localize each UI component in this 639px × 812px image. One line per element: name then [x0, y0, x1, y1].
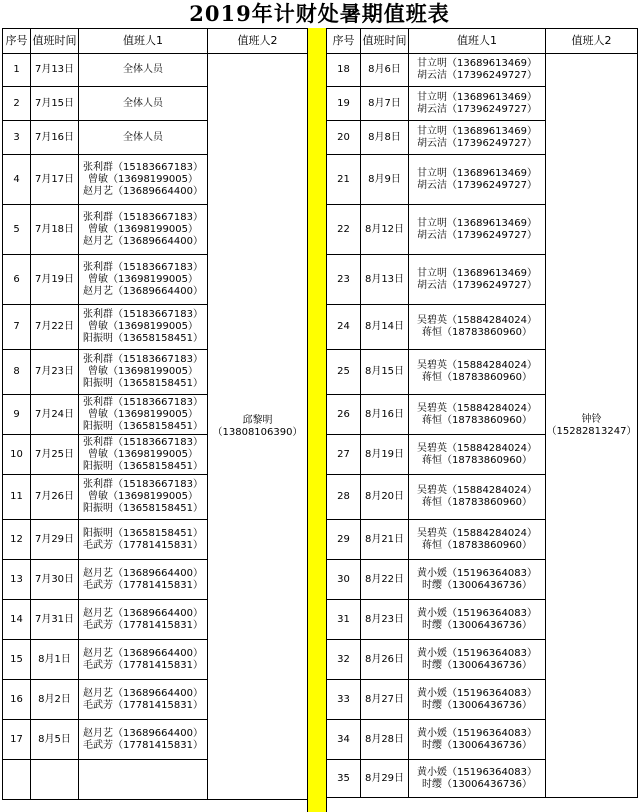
- duty-person-line: 甘立明（13689613469）: [417, 167, 537, 179]
- person2-phone: （15282813247）: [546, 425, 637, 437]
- row-seq: 32: [327, 640, 361, 680]
- person2-name: 邱黎明: [242, 414, 273, 426]
- duty-person-line: 时缨（13006436736）: [422, 659, 532, 671]
- duty-person-line: 黄小媛（15196364083）: [417, 607, 537, 619]
- row-person1: [409, 54, 546, 87]
- duty-person-line: 吴碧英（15884284024）: [417, 315, 537, 326]
- duty-person-line: 甘立明（13689613469）: [417, 267, 537, 279]
- row-seq: 31: [327, 600, 361, 640]
- duty-person-line: 黄小媛（15196364083）: [417, 687, 537, 699]
- row-date: 8月6日: [361, 54, 409, 87]
- header-person2: 值班人2: [546, 29, 638, 54]
- row-seq: 22: [327, 205, 361, 255]
- duty-person-line: 黄小媛（15196364083）: [417, 766, 537, 778]
- row-seq: 10: [3, 435, 31, 475]
- row-seq: 35: [327, 760, 361, 798]
- row-person1: [409, 680, 546, 720]
- duty-person-line: 甘立明（13689613469）: [417, 217, 537, 229]
- duty-person-line: 时缨（13006436736）: [422, 699, 532, 711]
- duty-person-line: 胡云洁（17396249727）: [417, 103, 537, 115]
- duty-person-line: 时缨（13006436736）: [422, 619, 532, 631]
- row-seq: 13: [3, 560, 31, 600]
- header-person1: 值班人1: [409, 29, 546, 54]
- empty-cell: [31, 760, 79, 800]
- duty-table-right: [326, 28, 638, 798]
- row-person1: [409, 600, 546, 640]
- duty-person-line: 赵月艺（13689664400）: [83, 285, 203, 297]
- table-row: [3, 54, 308, 87]
- row-person1: [79, 435, 208, 475]
- duty-person-line: 赵月艺（13689664400）: [83, 185, 203, 197]
- duty-person-line: 曾敏（13698199005）: [88, 273, 198, 285]
- row-date: 8月14日: [361, 305, 409, 350]
- duty-person-line: 阳振明（13658158451）: [83, 333, 203, 344]
- row-date: 8月5日: [31, 720, 79, 760]
- yellow-divider-column: [307, 28, 327, 812]
- duty-person-line: 甘立明（13689613469）: [417, 125, 537, 137]
- duty-person-line: 时缨（13006436736）: [422, 778, 532, 790]
- duty-person-line: 阳振明（13658158451）: [83, 460, 203, 472]
- row-date: 7月30日: [31, 560, 79, 600]
- person2-merged-cell: [208, 54, 308, 800]
- duty-person-line: 时缨（13006436736）: [422, 579, 532, 591]
- duty-person-line: 曾敏（13698199005）: [88, 173, 198, 185]
- row-seq: 7: [3, 305, 31, 350]
- row-seq: 3: [3, 121, 31, 155]
- row-date: 8月23日: [361, 600, 409, 640]
- row-person1: [409, 435, 546, 475]
- row-date: 8月20日: [361, 475, 409, 520]
- row-seq: 24: [327, 305, 361, 350]
- row-person1: [409, 640, 546, 680]
- row-person1: [409, 305, 546, 350]
- duty-person-line: 张利群（15183667183）: [83, 261, 203, 273]
- duty-person-line: 阳振明（13658158451）: [83, 378, 203, 389]
- row-person1: [409, 87, 546, 121]
- row-person1: [79, 520, 208, 560]
- duty-person-line: 张利群（15183667183）: [83, 211, 203, 223]
- row-seq: 11: [3, 475, 31, 520]
- row-person1: [409, 155, 546, 205]
- duty-person-line: 赵月艺（13689664400）: [83, 727, 203, 739]
- duty-person-line: 张利群（15183667183）: [83, 309, 203, 320]
- duty-person-line: 吴碧英（15884284024）: [417, 527, 537, 539]
- person2-phone: （13808106390）: [212, 426, 303, 438]
- row-person1: [79, 255, 208, 305]
- duty-person-line: 张利群（15183667183）: [83, 161, 203, 173]
- row-person1: [79, 600, 208, 640]
- duty-person-line: 张利群（15183667183）: [83, 479, 203, 490]
- header-person1: 值班人1: [79, 29, 208, 54]
- row-seq: 6: [3, 255, 31, 305]
- row-date: 7月18日: [31, 205, 79, 255]
- row-seq: 12: [3, 520, 31, 560]
- row-seq: 18: [327, 54, 361, 87]
- row-seq: 25: [327, 350, 361, 395]
- duty-person-line: 曾敏（13698199005）: [88, 448, 198, 460]
- duty-person-line: 蒋恒（18783860960）: [422, 497, 532, 508]
- duty-person-line: 曾敏（13698199005）: [88, 366, 198, 377]
- duty-person-line: 甘立明（13689613469）: [417, 91, 537, 103]
- row-date: 8月22日: [361, 560, 409, 600]
- duty-person-line: 张利群（15183667183）: [83, 436, 203, 448]
- header-row: [3, 29, 308, 54]
- duty-person-line: 毛武芳（17781415831）: [83, 659, 203, 671]
- row-person1: [409, 395, 546, 435]
- row-seq: 9: [3, 395, 31, 435]
- duty-person-line: 全体人员: [123, 97, 163, 109]
- row-seq: 21: [327, 155, 361, 205]
- row-person1: [79, 720, 208, 760]
- row-date: 8月16日: [361, 395, 409, 435]
- duty-person-line: 赵月艺（13689664400）: [83, 607, 203, 619]
- duty-person-line: 吴碧英（15884284024）: [417, 485, 537, 496]
- duty-person-line: 赵月艺（13689664400）: [83, 235, 203, 247]
- row-seq: 23: [327, 255, 361, 305]
- empty-cell: [3, 760, 31, 800]
- row-date: 7月29日: [31, 520, 79, 560]
- row-date: 7月26日: [31, 475, 79, 520]
- duty-person-line: 黄小媛（15196364083）: [417, 727, 537, 739]
- row-date: 7月17日: [31, 155, 79, 205]
- row-seq: 16: [3, 680, 31, 720]
- row-seq: 2: [3, 87, 31, 121]
- row-date: 8月26日: [361, 640, 409, 680]
- row-date: 8月13日: [361, 255, 409, 305]
- row-seq: 8: [3, 350, 31, 395]
- row-person1: [409, 760, 546, 798]
- duty-person-line: 黄小媛（15196364083）: [417, 567, 537, 579]
- duty-person-line: 吴碧英（15884284024）: [417, 402, 537, 414]
- duty-person-line: 胡云洁（17396249727）: [417, 279, 537, 291]
- duty-person-line: 毛武芳（17781415831）: [83, 619, 203, 631]
- duty-person-line: 毛武芳（17781415831）: [83, 579, 203, 591]
- row-seq: 29: [327, 520, 361, 560]
- row-person1: [79, 205, 208, 255]
- row-seq: 34: [327, 720, 361, 760]
- row-seq: 14: [3, 600, 31, 640]
- duty-person-line: 赵月艺（13689664400）: [83, 647, 203, 659]
- row-person1: [409, 121, 546, 155]
- row-date: 7月23日: [31, 350, 79, 395]
- header-date: 值班时间: [361, 29, 409, 54]
- duty-person-line: 蒋恒（18783860960）: [422, 454, 532, 466]
- duty-person-line: 阳振明（13658158451）: [83, 527, 203, 539]
- row-date: 7月19日: [31, 255, 79, 305]
- row-person1: [409, 205, 546, 255]
- row-date: 8月27日: [361, 680, 409, 720]
- row-seq: 26: [327, 395, 361, 435]
- row-person1: [79, 395, 208, 435]
- row-person1: [79, 560, 208, 600]
- header-row: [327, 29, 638, 54]
- duty-person-line: 毛武芳（17781415831）: [83, 739, 203, 751]
- duty-table-left: [2, 28, 308, 800]
- duty-person-line: 吴碧英（15884284024）: [417, 442, 537, 454]
- row-person1: [409, 720, 546, 760]
- person2-merged-cell: [546, 54, 638, 798]
- row-seq: 27: [327, 435, 361, 475]
- duty-person-line: 蒋恒（18783860960）: [422, 414, 532, 426]
- row-seq: 4: [3, 155, 31, 205]
- row-date: 8月7日: [361, 87, 409, 121]
- row-person1: [409, 560, 546, 600]
- row-date: 7月31日: [31, 600, 79, 640]
- row-seq: 19: [327, 87, 361, 121]
- row-date: 8月21日: [361, 520, 409, 560]
- duty-person-line: 胡云洁（17396249727）: [417, 179, 537, 191]
- empty-cell: [79, 760, 208, 800]
- row-date: 7月15日: [31, 87, 79, 121]
- duty-person-line: 甘立明（13689613469）: [417, 58, 537, 69]
- row-person1: [79, 54, 208, 87]
- row-date: 8月1日: [31, 640, 79, 680]
- duty-person-line: 赵月艺（13689664400）: [83, 567, 203, 579]
- table-row: [327, 54, 638, 87]
- duty-person-line: 时缨（13006436736）: [422, 739, 532, 751]
- duty-person-line: 曾敏（13698199005）: [88, 223, 198, 235]
- duty-person-line: 吴碧英（15884284024）: [417, 360, 537, 371]
- row-seq: 28: [327, 475, 361, 520]
- duty-person-line: 蒋恒（18783860960）: [422, 372, 532, 383]
- row-date: 8月19日: [361, 435, 409, 475]
- duty-person-line: 蒋恒（18783860960）: [422, 327, 532, 338]
- row-seq: 20: [327, 121, 361, 155]
- header-seq: 序号: [3, 29, 31, 54]
- row-seq: 33: [327, 680, 361, 720]
- row-date: 7月22日: [31, 305, 79, 350]
- row-date: 8月2日: [31, 680, 79, 720]
- page-title: 2019年计财处暑期值班表: [189, 1, 450, 26]
- duty-person-line: 曾敏（13698199005）: [88, 408, 198, 420]
- duty-person-line: 胡云洁（17396249727）: [417, 229, 537, 241]
- row-person1: [409, 520, 546, 560]
- duty-person-line: 蒋恒（18783860960）: [422, 539, 532, 551]
- duty-person-line: 张利群（15183667183）: [83, 396, 203, 408]
- duty-person-line: 全体人员: [123, 131, 163, 143]
- row-person1: [409, 255, 546, 305]
- row-date: 7月16日: [31, 121, 79, 155]
- row-seq: 1: [3, 54, 31, 87]
- row-date: 7月24日: [31, 395, 79, 435]
- row-date: 8月9日: [361, 155, 409, 205]
- row-date: 7月25日: [31, 435, 79, 475]
- duty-person-line: 阳振明（13658158451）: [83, 420, 203, 432]
- row-date: 8月29日: [361, 760, 409, 798]
- duty-person-line: 毛武芳（17781415831）: [83, 699, 203, 711]
- row-person1: [409, 475, 546, 520]
- row-date: 8月8日: [361, 121, 409, 155]
- row-date: 8月12日: [361, 205, 409, 255]
- row-date: 8月15日: [361, 350, 409, 395]
- row-date: 7月13日: [31, 54, 79, 87]
- header-seq: 序号: [327, 29, 361, 54]
- row-person1: [79, 87, 208, 121]
- row-person1: [79, 121, 208, 155]
- row-person1: [79, 155, 208, 205]
- duty-person-line: 黄小媛（15196364083）: [417, 647, 537, 659]
- header-date: 值班时间: [31, 29, 79, 54]
- row-person1: [79, 680, 208, 720]
- duty-person-line: 阳振明（13658158451）: [83, 503, 203, 514]
- duty-person-line: 胡云洁（17396249727）: [417, 70, 537, 81]
- row-person1: [79, 350, 208, 395]
- duty-person-line: 张利群（15183667183）: [83, 354, 203, 365]
- duty-person-line: 毛武芳（17781415831）: [83, 539, 203, 551]
- duty-person-line: 胡云洁（17396249727）: [417, 137, 537, 149]
- duty-person-line: 曾敏（13698199005）: [88, 321, 198, 332]
- row-person1: [79, 640, 208, 680]
- row-seq: 5: [3, 205, 31, 255]
- row-person1: [79, 305, 208, 350]
- duty-person-line: 曾敏（13698199005）: [88, 491, 198, 502]
- row-person1: [79, 475, 208, 520]
- header-person2: 值班人2: [208, 29, 308, 54]
- row-seq: 15: [3, 640, 31, 680]
- row-person1: [409, 350, 546, 395]
- duty-person-line: 赵月艺（13689664400）: [83, 687, 203, 699]
- duty-person-line: 全体人员: [123, 64, 163, 75]
- row-seq: 30: [327, 560, 361, 600]
- row-seq: 17: [3, 720, 31, 760]
- row-date: 8月28日: [361, 720, 409, 760]
- person2-name: 钟铃: [581, 413, 602, 425]
